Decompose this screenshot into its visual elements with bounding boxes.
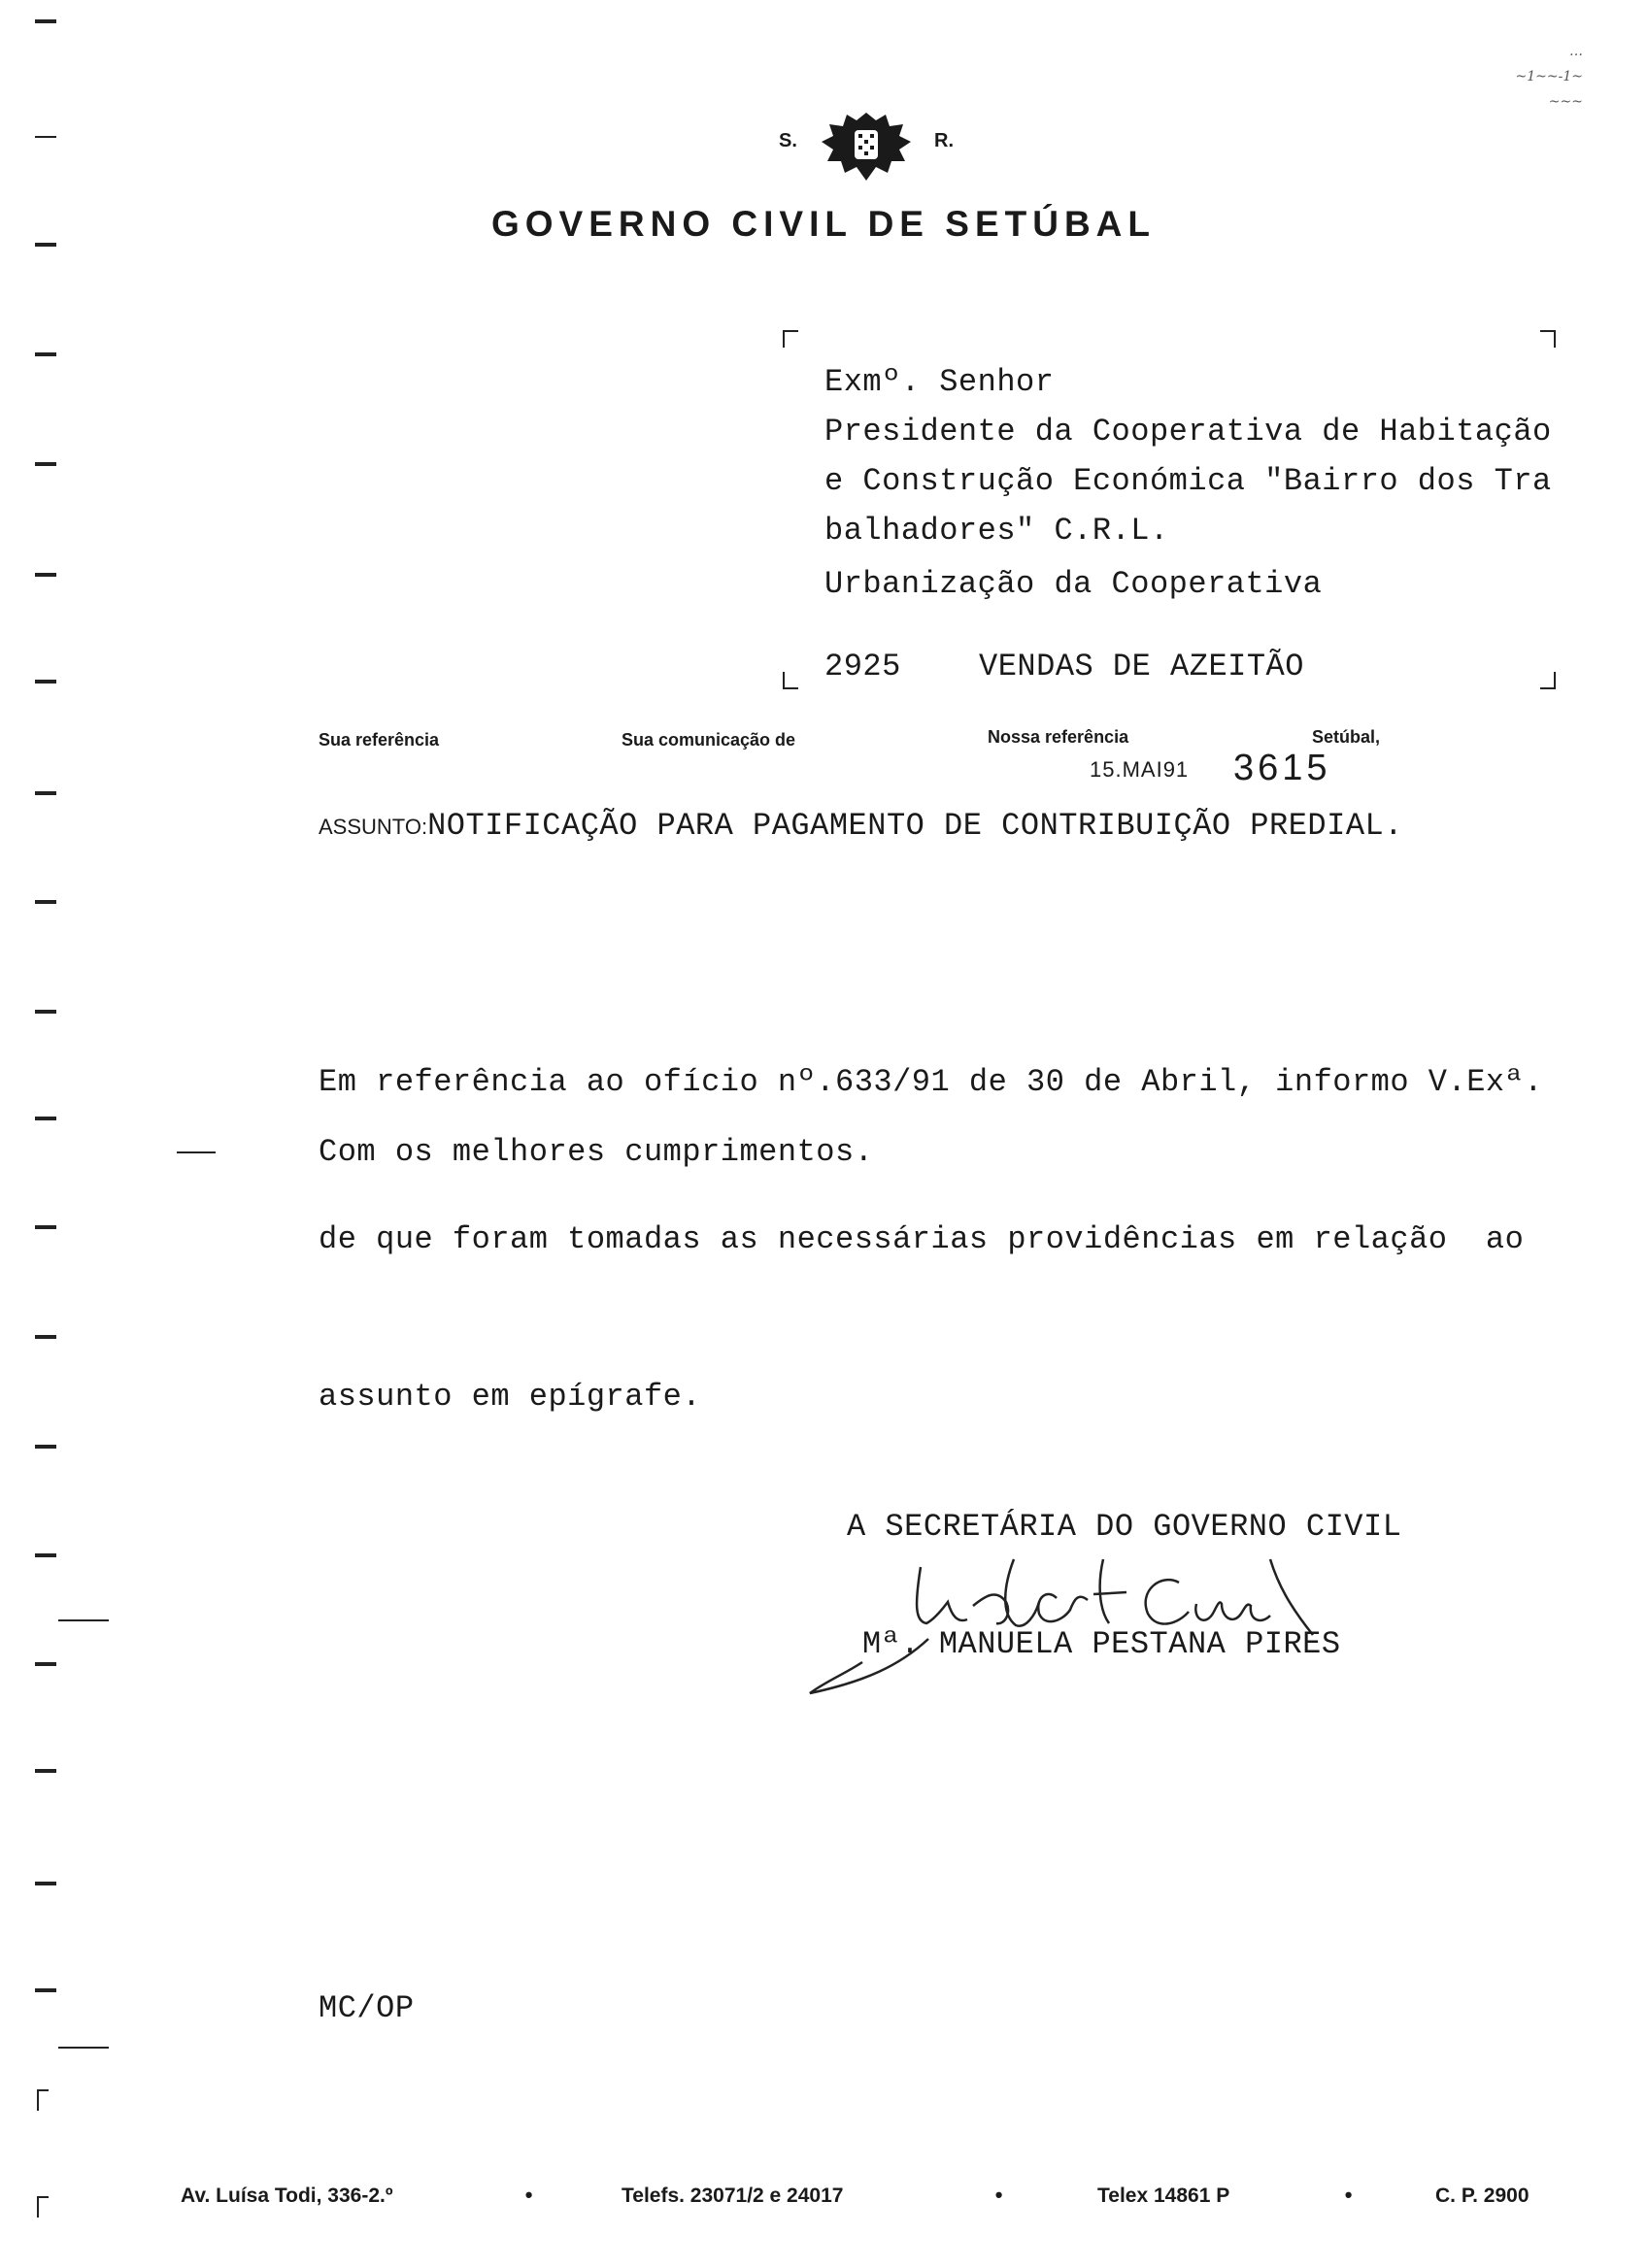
address-line: balhadores" C.R.L.: [824, 513, 1169, 549]
body-line: assunto em epígrafe.: [319, 1379, 702, 1415]
letterhead-seal-row: [0, 109, 1647, 186]
letterhead-title: GOVERNO CIVIL DE SETÚBAL: [491, 204, 1156, 244]
label-nossa-referencia: Nossa referência: [988, 727, 1129, 747]
margin-mark: [35, 462, 56, 466]
address-line: Presidente da Cooperativa de Habitação: [824, 414, 1552, 450]
signatory-name: Mª. MANUELA PESTANA PIRES: [862, 1626, 1341, 1662]
margin-mark: [35, 1769, 56, 1773]
address-city: VENDAS DE AZEITÃO: [979, 649, 1304, 684]
corner-note: …: [1569, 44, 1583, 59]
margin-mark: [35, 680, 56, 684]
margin-rule: [58, 2047, 109, 2049]
address-postal-code: 2925: [824, 649, 901, 684]
recipient-address: [824, 357, 1552, 609]
subject-text: NOTIFICAÇÃO PARA PAGAMENTO DE CONTRIBUIÇÃO PREDIAL.: [427, 808, 1403, 844]
address-corner-top-right: [1540, 330, 1556, 348]
footer-bullet: •: [992, 2185, 1006, 2209]
margin-mark: [35, 1225, 56, 1229]
footer-telex: Telex 14861 P: [1097, 2185, 1230, 2207]
margin-mark: [35, 573, 56, 577]
corner-note: ~~~: [1548, 94, 1583, 110]
address-corner-bottom-right: [1540, 672, 1556, 689]
margin-rule: [58, 1619, 109, 1621]
margin-bracket: [37, 2196, 49, 2218]
margin-mark: [35, 791, 56, 795]
signatory-office: A SECRETÁRIA DO GOVERNO CIVIL: [847, 1509, 1402, 1545]
margin-mark: [35, 1010, 56, 1014]
address-line: Urbanização da Cooperativa: [824, 566, 1323, 602]
footer-phones: Telefs. 23071/2 e 24017: [622, 2185, 844, 2207]
corner-notes: [1437, 39, 1583, 115]
date-stamp: 15.MAI91: [1090, 757, 1190, 782]
margin-mark: [35, 19, 56, 23]
address-corner-top-left: [783, 330, 798, 348]
margin-rule: [177, 1151, 216, 1153]
margin-mark: [35, 1445, 56, 1449]
footer-address: Av. Luísa Todi, 336-2.º: [181, 2185, 393, 2207]
label-sua-referencia: Sua referência: [319, 730, 440, 750]
address-salutation: Exmº. Senhor: [824, 364, 1055, 400]
margin-mark: [35, 352, 56, 356]
subject-line: [319, 808, 1403, 844]
typist-initials: MC/OP: [319, 1990, 415, 2026]
margin-mark: [35, 1662, 56, 1666]
footer-bullet: •: [1342, 2185, 1356, 2209]
label-setubal-date: Setúbal,: [1312, 727, 1381, 747]
reference-number: 3615: [1233, 748, 1331, 788]
margin-mark: [35, 1117, 56, 1120]
letter-body: [319, 951, 1543, 1476]
address-corner-bottom-left: [783, 672, 798, 689]
address-line: e Construção Económica "Bairro dos Tra: [824, 463, 1552, 499]
label-sua-comunicacao: Sua comunicação de: [622, 730, 796, 750]
body-line: de que foram tomadas as necessárias providências em relação ao: [319, 1221, 1525, 1257]
footer-bullet: •: [522, 2185, 536, 2209]
body-line: Em referência ao ofício nº.633/91 de 30 de Abril, informo V.Exª.: [319, 1064, 1543, 1100]
margin-mark: [35, 1988, 56, 1992]
margin-mark: [35, 1882, 56, 1885]
closing-line: Com os melhores cumprimentos.: [319, 1134, 874, 1170]
margin-bracket: [37, 2089, 49, 2111]
footer-postal: C. P. 2900: [1435, 2185, 1529, 2207]
subject-label: ASSUNTO:: [319, 815, 428, 839]
margin-mark: [35, 900, 56, 904]
margin-mark: [35, 1553, 56, 1557]
seal-left-letter: S.: [779, 130, 797, 151]
corner-note: ~1~~-1~: [1515, 69, 1583, 84]
margin-mark: [35, 1335, 56, 1339]
coat-of-arms-icon: [818, 109, 915, 186]
seal-right-letter: R.: [934, 130, 954, 151]
